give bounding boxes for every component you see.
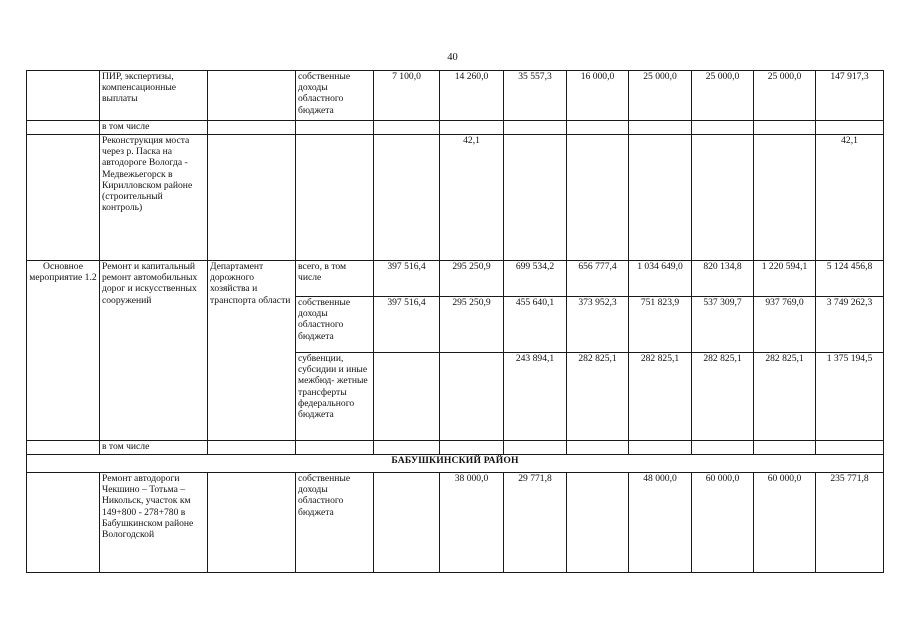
cell-value: 1 220 594,1 [754,261,816,297]
cell-total: 3 749 262,3 [816,297,884,353]
cell-value: 397 516,4 [374,261,440,297]
cell-value [440,353,504,441]
cell-value: 35 557,3 [504,71,567,121]
cell-value [567,473,629,573]
cell-executor [208,71,296,121]
cell-value [374,473,440,573]
cell-value: 282 825,1 [567,353,629,441]
budget-table [26,70,884,573]
cell-source: собственные доходы областного бюджета [296,71,374,121]
cell-source: собственные доходы областного бюджета [296,473,374,573]
row-event-including [27,441,884,455]
including-label: в том числе [100,121,208,135]
cell-value [504,135,567,261]
cell-value [629,135,692,261]
cell-value: 656 777,4 [567,261,629,297]
cell-value [567,135,629,261]
cell-value: 48 000,0 [629,473,692,573]
including-label: в том числе [100,441,208,455]
cell-value: 16 000,0 [567,71,629,121]
cell-value: 397 516,4 [374,297,440,353]
cell-value: 373 952,3 [567,297,629,353]
cell-value: 60 000,0 [754,473,816,573]
cell-value [754,135,816,261]
cell-value: 937 769,0 [754,297,816,353]
cell-value: 699 534,2 [504,261,567,297]
cell-executor: Департамент дорожного хозяйства и транспорта области [208,261,296,441]
cell-value: 295 250,9 [440,261,504,297]
cell-value: 295 250,9 [440,297,504,353]
cell-value [692,135,754,261]
cell-source: собственные доходы областного бюджета [296,297,374,353]
cell-value: 25 000,0 [692,71,754,121]
cell-source: всего, в том числе [296,261,374,297]
page-number: 40 [447,52,458,63]
row-pir [27,71,884,121]
cell-value: 455 640,1 [504,297,567,353]
cell-value: 42,1 [440,135,504,261]
cell-value: 282 825,1 [754,353,816,441]
cell-name: ПИР, экспертизы, компенсационные выплаты [100,71,208,121]
cell-value: 282 825,1 [629,353,692,441]
cell-total: 147 917,3 [816,71,884,121]
row-event-total [27,261,884,297]
row-road [27,473,884,573]
cell-source: субвенции, субсидии и иные межбюд- жетные трансферты федерального бюджета [296,353,374,441]
cell-value: 537 309,7 [692,297,754,353]
cell-value: 282 825,1 [692,353,754,441]
cell-total: 5 124 456,8 [816,261,884,297]
row-district-header [27,455,884,473]
cell-value: 1 034 649,0 [629,261,692,297]
cell-code [27,71,100,121]
cell-total: 1 375 194,5 [816,353,884,441]
cell-name: Реконструкция моста через р. Паска на автодороге Вологда - Медвежьегорск в Кирилловском районе (строительный контроль) [100,135,208,261]
district-title: БАБУШКИНСКИЙ РАЙОН [27,455,884,473]
cell-total: 42,1 [816,135,884,261]
cell-value: 60 000,0 [692,473,754,573]
cell-value: 243 894,1 [504,353,567,441]
cell-value: 751 823,9 [629,297,692,353]
cell-value: 7 100,0 [374,71,440,121]
cell-value: 25 000,0 [629,71,692,121]
row-pir-including [27,121,884,135]
cell-name: Ремонт и капитальный ремонт автомобильных дорог и искусственных сооружений [100,261,208,441]
cell-value [374,353,440,441]
cell-value: 25 000,0 [754,71,816,121]
cell-value: 29 771,8 [504,473,567,573]
cell-total: 235 771,8 [816,473,884,573]
cell-value [374,135,440,261]
cell-value: 14 260,0 [440,71,504,121]
cell-value: 38 000,0 [440,473,504,573]
cell-value: 820 134,8 [692,261,754,297]
row-bridge [27,135,884,261]
cell-name: Ремонт автодороги Чекшино – Тотьма – Никольск, участок км 149+800 - 278+780 в Бабушкинском районе Вологодской [100,473,208,573]
cell-code: Основное мероприятие 1.2 [27,261,100,441]
